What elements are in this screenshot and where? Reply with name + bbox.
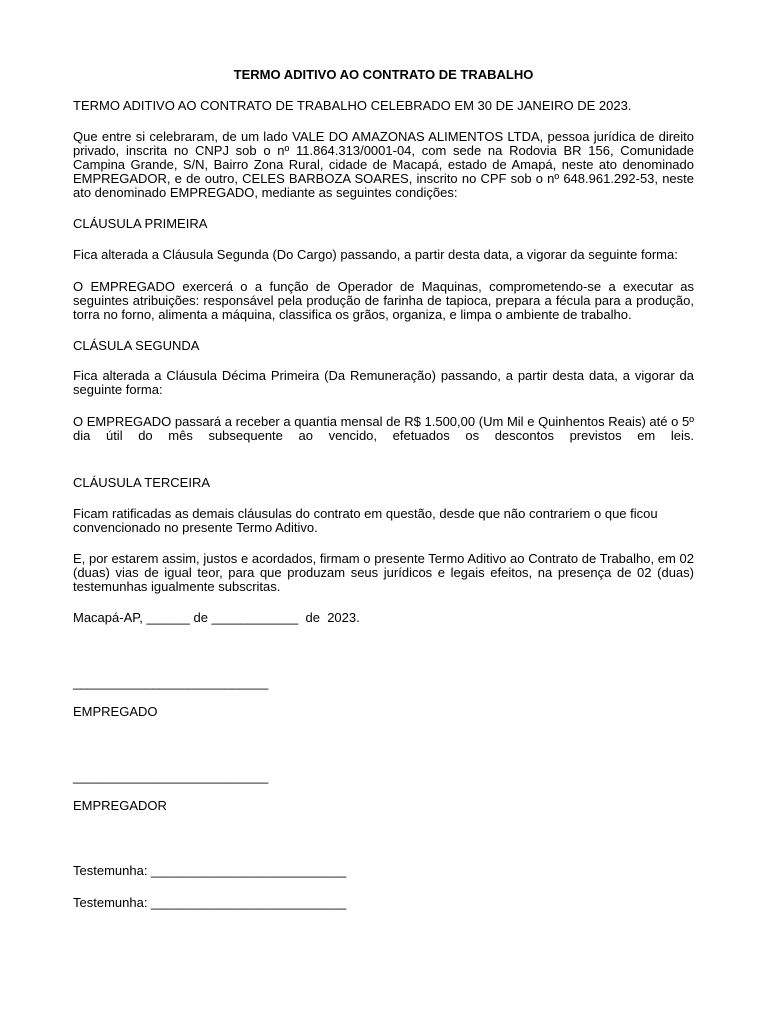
witness-1-line: Testemunha: ___________________________	[73, 863, 347, 878]
date-line: Macapá-AP, ______ de ____________ de 2023.	[73, 610, 360, 625]
clause3-heading: CLÁUSULA TERCEIRA	[73, 475, 211, 490]
document-page	[73, 0, 694, 1024]
employer-signature-line: ___________________________	[73, 769, 269, 784]
closing-paragraph: E, por estarem assim, justos e acordados, firmam o presente Termo Aditivo ao Contrato de Trabalho, em 02 (duas) vias de igual teor, para que produzam seus jurídicos e legais efeitos, na presença de 02 (duas) testemunhas igualmente subscritas.	[73, 551, 694, 594]
clause3-body-line2: convencionado no presente Termo Aditivo.	[73, 520, 318, 535]
clause2-heading: CLÁSULA SEGUNDA	[73, 338, 200, 353]
parties-paragraph: Que entre si celebraram, de um lado VALE DO AMAZONAS ALIMENTOS LTDA, pessoa jurídica de direito privado, inscrita no CNPJ sob o nº 11.864.313/0001-04, com sede na Rodovia BR 156, Comunidade Campina Grande, S/N, Bairro Zona Rural, cidade de Macapá, estado de Amapá, neste ato denominado EMPREGADOR, e de outro, CELES BARBOZA SOARES, inscrito no CPF sob o nº 648.961.292-53, neste ato denominado EMPREGADO, mediante as seguintes condições:	[73, 129, 694, 200]
witness-2-line: Testemunha: ___________________________	[73, 895, 347, 910]
clause1-intro: Fica alterada a Cláusula Segunda (Do Cargo) passando, a partir desta data, a vigorar da seguinte forma:	[73, 247, 678, 262]
employee-signature-line: ___________________________	[73, 675, 269, 690]
clause1-heading: CLÁUSULA PRIMEIRA	[73, 216, 208, 231]
heading-line: TERMO ADITIVO AO CONTRATO DE TRABALHO CELEBRADO EM 30 DE JANEIRO DE 2023.	[73, 98, 632, 113]
employer-label: EMPREGADOR	[73, 798, 167, 813]
clause2-intro: Fica alterada a Cláusula Décima Primeira (Da Remuneração) passando, a partir desta data, a vigorar da seguinte forma:	[73, 368, 694, 397]
document-title: TERMO ADITIVO AO CONTRATO DE TRABALHO	[233, 67, 534, 82]
clause3-body-line1: Ficam ratificadas as demais cláusulas do contrato em questão, desde que não contrariem o que ficou	[73, 506, 658, 521]
clause1-body: O EMPREGADO exercerá o a função de Operador de Maquinas, comprometendo-se a executar as seguintes atribuições: responsável pela produção de farinha de tapioca, prepara a fécula para a produção, torra no forno, alimenta a máquina, classifica os grãos, organiza, e limpa o ambiente de trabalho.	[73, 279, 694, 322]
clause2-body: O EMPREGADO passará a receber a quantia mensal de R$ 1.500,00 (Um Mil e Quinhentos Reais) até o 5º dia útil do mês subsequente ao vencido, efetuados os descontos previstos em leis.	[73, 414, 694, 443]
employee-label: EMPREGADO	[73, 704, 158, 719]
